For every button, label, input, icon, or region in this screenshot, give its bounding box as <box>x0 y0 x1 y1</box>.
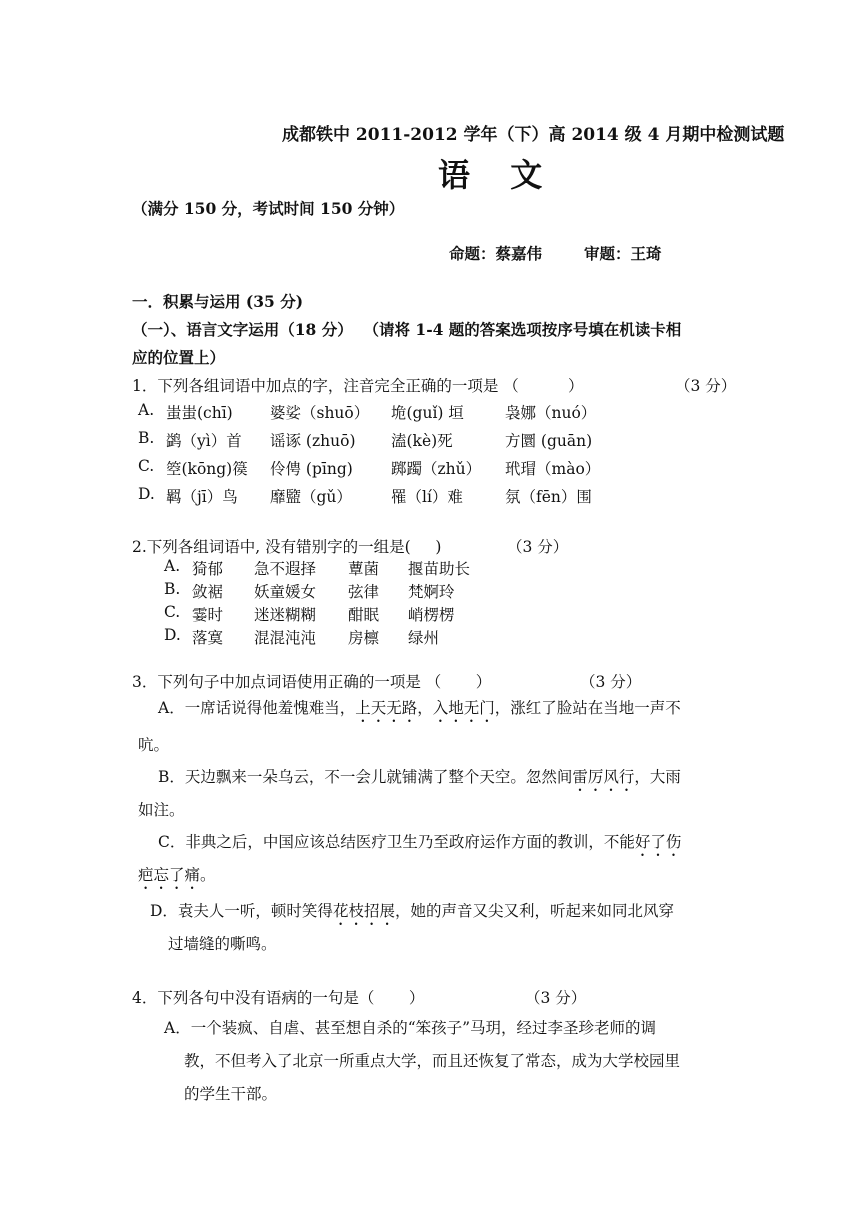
q3-option-a-line2: 吭。 <box>138 736 170 754</box>
dotted-term: 痛 <box>184 866 201 884</box>
option-cell: 溘(kè)死 <box>391 432 453 450</box>
option-cell: 玳瑁（mào） <box>505 460 601 478</box>
q1-score: （3 分） <box>675 377 737 395</box>
dotted-term: 入地无门 <box>432 699 495 717</box>
option-cell: 羁（jī）鸟 <box>166 488 238 506</box>
q4-score: （3 分） <box>525 989 587 1007</box>
exam-info: （满分 150 分，考试时间 150 分钟） <box>132 199 405 218</box>
option-cell: 蚩蚩(chī) <box>166 404 233 422</box>
option-cell: 婆娑（shuō） <box>270 404 370 422</box>
option-cell: 谣诼 (zhuō) <box>270 432 356 450</box>
option-label: B. <box>138 429 155 447</box>
q2-score: （3 分） <box>507 538 569 556</box>
option-cell: 方圜 (guān) <box>505 432 593 450</box>
option-cell: 蕈菌 <box>348 560 380 578</box>
q3-option-b-line2: 如注。 <box>138 801 185 819</box>
option-cell: 伶俜 (pīng) <box>270 460 353 478</box>
option-cell: 峭楞楞 <box>408 606 455 624</box>
q3-option-c-line2 <box>138 863 216 893</box>
subject-title: 语 文 <box>438 156 549 194</box>
option-cell: 敛裾 <box>192 583 224 601</box>
dotted-term: 花枝招展 <box>332 902 395 920</box>
sub-heading-line2: 应的位置上） <box>132 348 226 367</box>
option-cell: 妖童媛女 <box>254 583 317 601</box>
reviewer: 审题：王琦 <box>584 244 662 263</box>
option-cell: 罹（lí）难 <box>391 488 463 506</box>
dotted-term: 雷厉风行 <box>572 768 635 786</box>
text-run: ，涨红了脸站在当地一声不 <box>494 699 681 717</box>
option-cell: 梵婀玲 <box>408 583 455 601</box>
option-label: D. <box>164 626 181 644</box>
dotted-term: 好了伤 <box>634 833 682 851</box>
q4-option-a-line1: A．一个装疯、自虐、甚至想自杀的“笨孩子”马玥，经过李圣珍老师的调 <box>164 1019 657 1037</box>
dotted-term: 上天无路 <box>355 699 418 717</box>
text-run: A．一席话说得他羞愧难当， <box>158 699 356 717</box>
option-cell: 踯躅（zhǔ） <box>391 460 482 478</box>
q1-stem: 1．下列各组词语中加点的字，注音完全正确的一项是 （ ） <box>132 377 584 395</box>
option-label: A. <box>138 401 155 419</box>
text-run: ，她的声音又尖又利，听起来如同北风穿 <box>394 902 674 920</box>
q3-option-b-line1 <box>158 765 681 795</box>
text-run: B．天边飘来一朵乌云，不一会儿就铺满了整个天空。忽然间 <box>158 768 573 786</box>
option-label: C. <box>138 457 155 475</box>
option-cell: 箜(kōng)篌 <box>166 460 248 478</box>
school-title: 成都铁中 2011-2012 学年（下）高 2014 级 4 月期中检测试题 <box>282 125 785 145</box>
option-cell: 绿州 <box>408 629 440 647</box>
option-cell: 揠苗助长 <box>408 560 471 578</box>
dotted-term: 疤忘了 <box>138 866 185 884</box>
q3-stem: 3．下列句子中加点词语使用正确的一项是 （ ） <box>132 673 492 691</box>
option-cell: 房檩 <box>348 629 380 647</box>
option-cell: 酣眠 <box>348 606 380 624</box>
option-cell: 混混沌沌 <box>254 629 317 647</box>
text-run: C．非典之后，中国应该总结医疗卫生乃至政府运作方面的教训，不能 <box>158 833 635 851</box>
q3-option-c-line1 <box>158 830 681 860</box>
option-cell: 迷迷糊糊 <box>254 606 317 624</box>
option-cell: 氛（fēn）围 <box>505 488 592 506</box>
option-label: A. <box>164 557 181 575</box>
text-run: 。 <box>200 866 216 884</box>
option-cell: 落寞 <box>192 629 224 647</box>
option-cell: 猗郁 <box>192 560 224 578</box>
sub-heading-line1: （一）、语言文字运用（18 分） （请将 1-4 题的答案选项按序号填在机读卡相 <box>132 320 682 339</box>
text-run: ， <box>417 699 433 717</box>
option-cell: 垝(guǐ) 垣 <box>391 404 464 422</box>
text-run: D．袁夫人一听，顿时笑得 <box>150 902 333 920</box>
option-cell: 急不遐择 <box>254 560 317 578</box>
q3-score: （3 分） <box>580 673 642 691</box>
q3-option-d-line2: 过墙缝的嘶鸣。 <box>168 935 277 953</box>
option-cell: 袅娜（nuó） <box>505 404 597 422</box>
option-label: D. <box>138 485 155 503</box>
q4-option-a-line2: 教，不但考入了北京一所重点大学，而且还恢复了常态，成为大学校园里 <box>184 1052 681 1070</box>
q3-option-d-line1 <box>150 899 674 929</box>
section-heading: 一．积累与运用 (35 分) <box>132 292 304 311</box>
q3-option-a-line1 <box>158 696 681 726</box>
option-label: B. <box>164 580 181 598</box>
option-label: C. <box>164 603 181 621</box>
q4-option-a-line3: 的学生干部。 <box>184 1085 278 1103</box>
q4-stem: 4．下列各句中没有语病的一句是（ ） <box>132 989 425 1007</box>
option-cell: 弦律 <box>348 583 380 601</box>
option-cell: 鹢（yì）首 <box>166 432 242 450</box>
q2-stem: 2.下列各组词语中, 没有错别字的一组是( ) <box>132 538 442 556</box>
option-cell: 靡盬（gǔ） <box>270 488 352 506</box>
author: 命题：蔡嘉伟 <box>449 244 543 263</box>
option-cell: 霎时 <box>192 606 224 624</box>
text-run: ，大雨 <box>634 768 681 786</box>
